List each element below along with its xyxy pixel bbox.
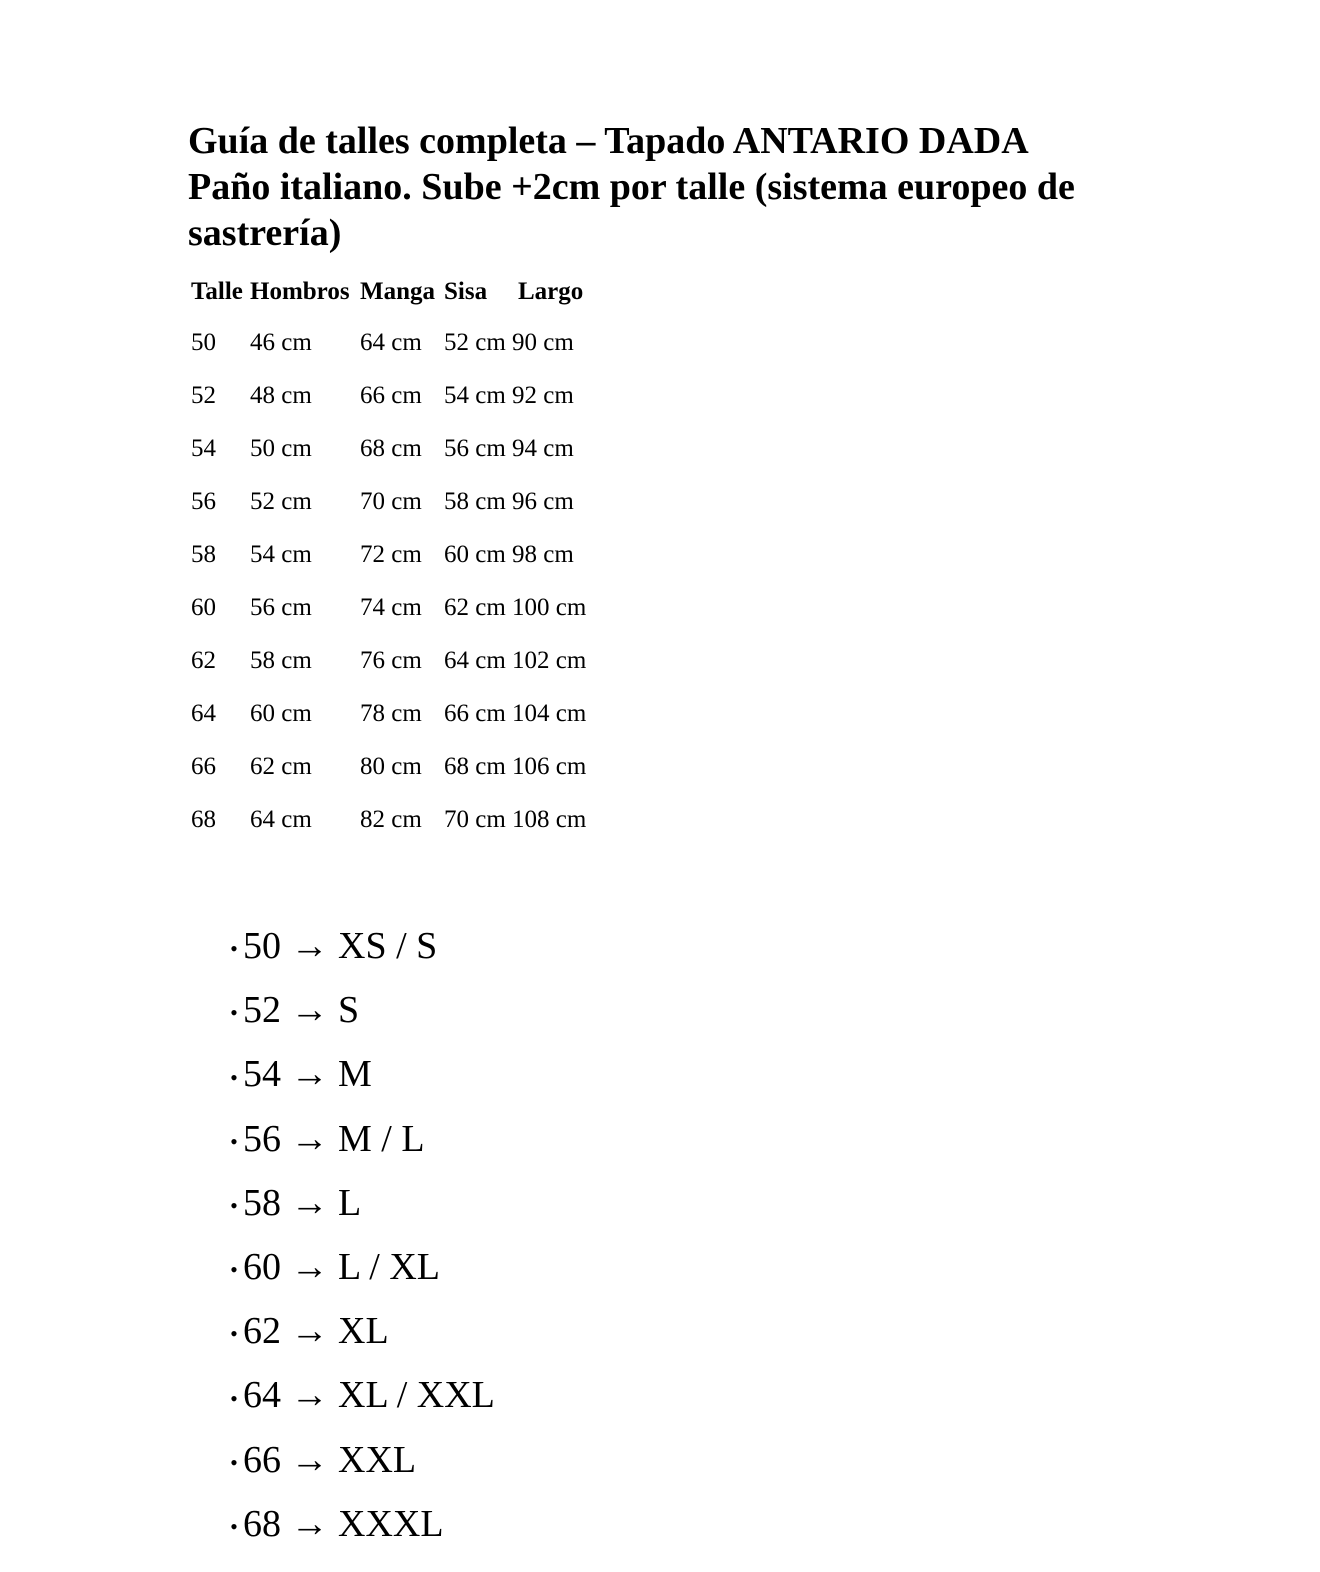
equivalence-text: 60 → L / XL [243,1245,441,1288]
cell-sisa: 58 cm [444,487,506,515]
table-header-row [188,268,601,316]
header-talle: Talle [191,278,243,305]
cell-hombros: 50 cm [250,434,312,462]
cell-manga: 72 cm [360,540,422,568]
cell-hombros: 58 cm [250,646,312,674]
bullet-icon: • [230,936,238,962]
table-row [188,793,601,846]
cell-talle: 66 [191,752,216,780]
list-item [225,1299,495,1363]
cell-sisa: 62 cm [444,593,506,621]
cell-talle: 60 [191,593,216,621]
table-row [188,634,601,687]
cell-sisa: 66 cm [444,699,506,727]
bullet-icon: • [230,1193,238,1219]
cell-largo: 106 cm [512,752,587,780]
table-row [188,316,601,369]
cell-largo: 90 cm [512,328,574,356]
equivalence-text: 66 → XXL [243,1438,417,1481]
size-table [188,268,601,846]
title-line-3: sastrería) [188,212,342,254]
cell-manga: 64 cm [360,328,422,356]
cell-manga: 68 cm [360,434,422,462]
bullet-icon: • [230,1257,238,1283]
cell-hombros: 46 cm [250,328,312,356]
list-item [225,978,495,1042]
cell-sisa: 68 cm [444,752,506,780]
list-item [225,1171,495,1235]
header-hombros: Hombros [250,278,350,305]
bullet-icon: • [230,1449,238,1475]
cell-sisa: 64 cm [444,646,506,674]
header-sisa: Sisa [444,278,488,305]
cell-largo: 104 cm [512,699,587,727]
list-item [225,1363,495,1427]
equivalence-text: 62 → XL [243,1310,389,1353]
cell-hombros: 60 cm [250,699,312,727]
list-item [225,1235,495,1299]
cell-sisa: 52 cm [444,328,506,356]
cell-manga: 82 cm [360,805,422,833]
bullet-icon: • [230,1321,238,1347]
table-row [188,422,601,475]
cell-talle: 52 [191,381,216,409]
cell-talle: 62 [191,646,216,674]
bullet-icon: • [230,1385,238,1411]
cell-talle: 64 [191,699,216,727]
cell-hombros: 64 cm [250,805,312,833]
cell-manga: 76 cm [360,646,422,674]
table-row [188,369,601,422]
cell-talle: 50 [191,328,216,356]
cell-hombros: 62 cm [250,752,312,780]
cell-hombros: 52 cm [250,487,312,515]
size-table-head [188,268,601,316]
equivalence-text: 68 → XXXL [243,1502,444,1545]
cell-largo: 96 cm [512,487,574,515]
cell-manga: 70 cm [360,487,422,515]
cell-hombros: 54 cm [250,540,312,568]
bullet-icon: • [230,1000,238,1026]
list-item [225,1492,495,1556]
cell-manga: 66 cm [360,381,422,409]
table-row [188,528,601,581]
cell-largo: 98 cm [512,540,574,568]
cell-largo: 102 cm [512,646,587,674]
equivalence-text: 52 → S [243,989,360,1032]
cell-manga: 74 cm [360,593,422,621]
cell-talle: 54 [191,434,216,462]
bullet-icon: • [230,1064,238,1090]
cell-manga: 78 cm [360,699,422,727]
cell-largo: 100 cm [512,593,587,621]
cell-hombros: 48 cm [250,381,312,409]
list-item [225,1428,495,1492]
bullet-icon: • [230,1128,238,1154]
table-row [188,687,601,740]
cell-talle: 68 [191,805,216,833]
page-title [188,118,1168,256]
table-row [188,475,601,528]
equivalence-text: 58 → L [243,1181,362,1224]
table-row [188,740,601,793]
title-line-2: Paño italiano. Sube +2cm por talle (sistema europeo de [188,166,1075,208]
equivalence-text: 54 → M [243,1053,372,1096]
header-largo: Largo [518,278,584,305]
cell-sisa: 54 cm [444,381,506,409]
list-item [225,1042,495,1106]
cell-largo: 92 cm [512,381,574,409]
bullet-icon: • [230,1513,238,1539]
cell-hombros: 56 cm [250,593,312,621]
size-table-body [188,316,601,846]
cell-talle: 56 [191,487,216,515]
cell-sisa: 56 cm [444,434,506,462]
header-manga: Manga [360,278,435,305]
equivalence-text: 56 → M / L [243,1117,425,1160]
table-row [188,581,601,634]
list-item [225,1107,495,1171]
title-line-1: Guía de talles completa – Tapado ANTARIO DADA [188,120,1029,162]
size-equivalence-list [225,914,495,1556]
list-item [225,914,495,978]
cell-largo: 108 cm [512,805,587,833]
cell-sisa: 70 cm [444,805,506,833]
equivalence-text: 64 → XL / XXL [243,1374,495,1417]
cell-talle: 58 [191,540,216,568]
cell-sisa: 60 cm [444,540,506,568]
cell-largo: 94 cm [512,434,574,462]
cell-manga: 80 cm [360,752,422,780]
equivalence-text: 50 → XS / S [243,925,438,967]
